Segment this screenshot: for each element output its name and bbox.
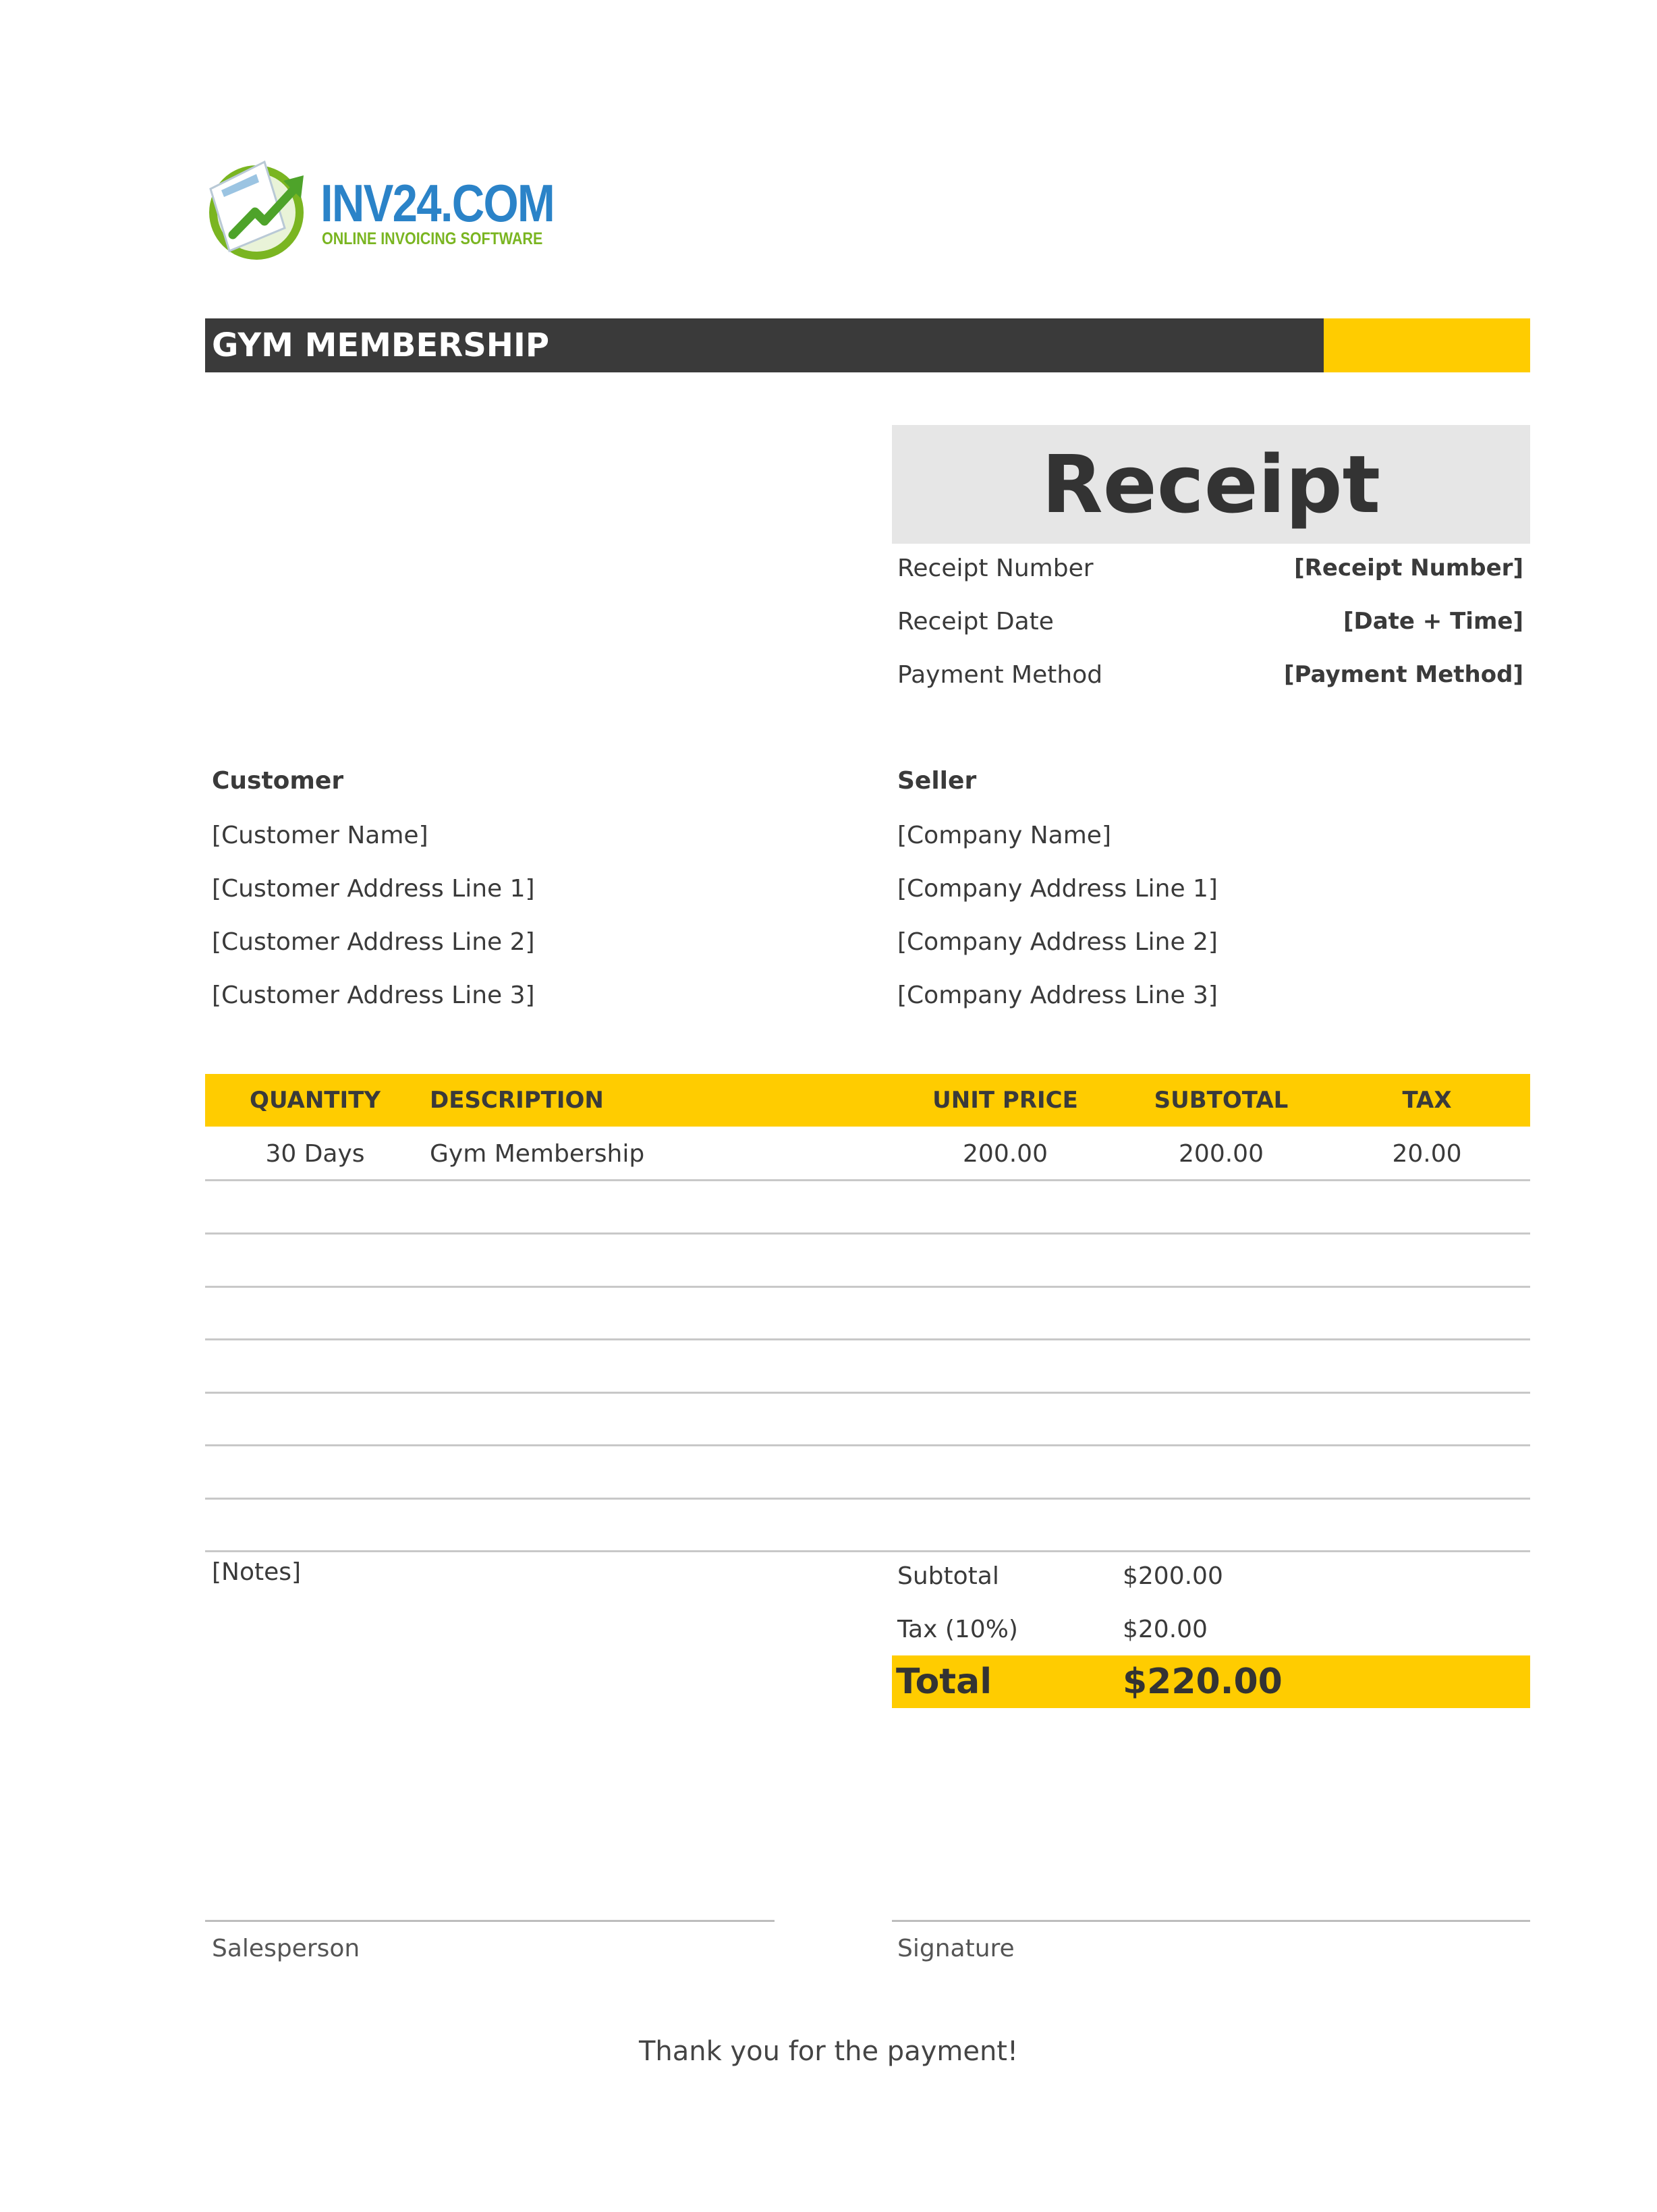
title-bar-accent: [1324, 318, 1530, 372]
receipt-date-label: Receipt Date: [897, 608, 1054, 635]
item-quantity: 30 Days: [265, 1140, 365, 1168]
invoice-growth-arrow-icon: [202, 155, 317, 263]
salesperson-label: Salesperson: [212, 1935, 360, 1962]
item-tax: 20.00: [1392, 1140, 1462, 1168]
seller-company-name: [Company Name]: [897, 822, 1112, 849]
customer-address-line-2: [Customer Address Line 2]: [212, 928, 535, 956]
logo-tagline: ONLINE INVOICING SOFTWARE: [322, 229, 543, 248]
signature-label: Signature: [897, 1935, 1015, 1962]
receipt-heading: Receipt: [1041, 438, 1381, 531]
table-row-divider: [205, 1179, 1530, 1181]
document-title: GYM MEMBERSHIP: [212, 327, 550, 364]
payment-method-value: [Payment Method]: [1284, 661, 1523, 688]
col-header-unit-price: UNIT PRICE: [932, 1087, 1078, 1114]
subtotal-value: $200.00: [1123, 1562, 1223, 1590]
item-description: Gym Membership: [430, 1140, 645, 1168]
seller-address-line-2: [Company Address Line 2]: [897, 928, 1218, 956]
customer-address-line-3: [Customer Address Line 3]: [212, 982, 535, 1009]
subtotal-label: Subtotal: [897, 1562, 999, 1590]
table-row-divider: [205, 1392, 1530, 1394]
tax-label: Tax (10%): [897, 1616, 1018, 1643]
table-row-divider: [205, 1498, 1530, 1500]
table-row-divider: [205, 1286, 1530, 1288]
receipt-number-label: Receipt Number: [897, 555, 1094, 582]
signature-line: [892, 1920, 1530, 1922]
table-row-divider: [205, 1444, 1530, 1446]
tax-value: $20.00: [1123, 1616, 1208, 1643]
salesperson-signature-line: [205, 1920, 775, 1922]
company-logo: [202, 155, 555, 263]
customer-name: [Customer Name]: [212, 822, 428, 849]
receipt-date-value: [Date + Time]: [1343, 608, 1523, 635]
item-subtotal: 200.00: [1179, 1140, 1264, 1168]
table-row-divider: [205, 1232, 1530, 1235]
col-header-tax: TAX: [1402, 1087, 1452, 1114]
customer-address-line-1: [Customer Address Line 1]: [212, 875, 535, 903]
table-row-divider: [205, 1550, 1530, 1552]
total-label: Total: [896, 1662, 992, 1702]
seller-title: Seller: [897, 767, 977, 795]
customer-title: Customer: [212, 767, 344, 795]
col-header-description: DESCRIPTION: [430, 1087, 604, 1114]
payment-method-label: Payment Method: [897, 661, 1103, 689]
table-row-divider: [205, 1338, 1530, 1340]
item-unit-price: 200.00: [963, 1140, 1048, 1168]
col-header-subtotal: SUBTOTAL: [1154, 1087, 1289, 1114]
seller-address-line-1: [Company Address Line 1]: [897, 875, 1218, 903]
seller-address-line-3: [Company Address Line 3]: [897, 982, 1218, 1009]
thank-you-message: Thank you for the payment!: [638, 2036, 1019, 2067]
total-value: $220.00: [1123, 1662, 1283, 1702]
notes: [Notes]: [212, 1558, 302, 1586]
col-header-quantity: QUANTITY: [250, 1087, 381, 1114]
logo-name: INV24.COM: [320, 173, 555, 233]
receipt-number-value: [Receipt Number]: [1294, 555, 1523, 582]
